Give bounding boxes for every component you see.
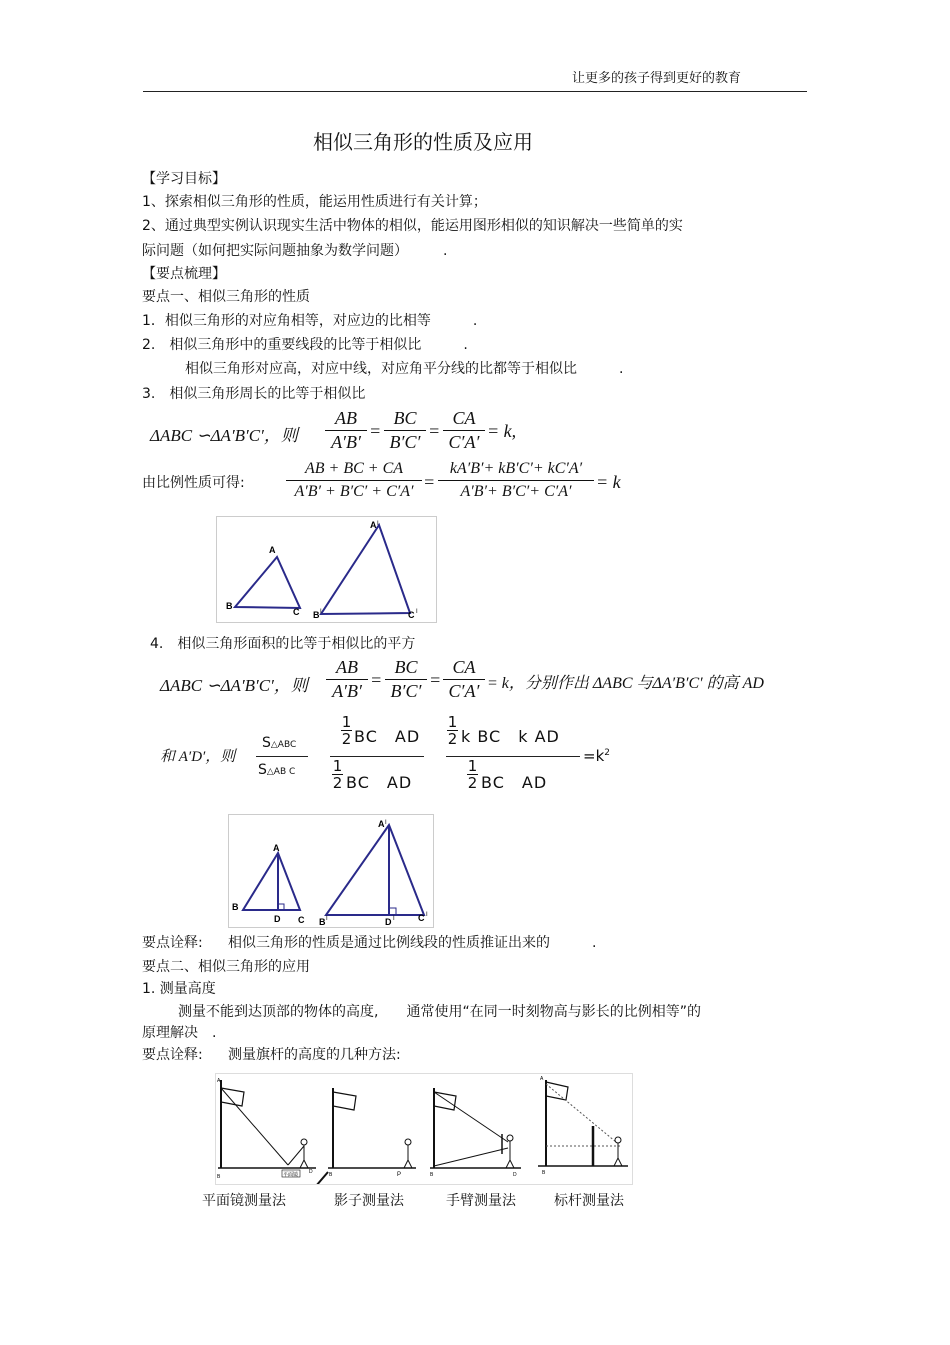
formula4-frac-ab [326,657,368,702]
ratio-den-2: A′B′+ B′C′+ C′A′ [460,483,572,500]
label-b1-prime-2: I [326,916,328,922]
label-c1-2: C [418,913,425,923]
label-c: C [293,607,300,617]
label-d-2: D [274,914,281,924]
label-a: A [269,545,276,555]
person-leg-3b [510,1160,514,1168]
point2-item-1: 1. 测量高度 [142,981,216,997]
label-b1-2: B [319,917,326,927]
label-c1-prime-2: I [426,912,428,918]
stake-method-panel [538,1076,628,1176]
label-b-2: B [232,902,239,912]
ratio-lead: 由比例性质可得: [142,475,245,491]
similar-triangles-figure [216,516,437,623]
formula4-bc-den: B′C′ [390,681,422,701]
point2-text-1: 测量不能到达顶部的物体的高度, 通常使用“在同一时刻物高与影长的比例相等”的 [178,1004,701,1020]
formula3-frac-bc [384,408,426,453]
note2-text: 测量旗杆的高度的几种方法: [228,1047,401,1063]
m1-pt-a: A [217,1078,221,1084]
sightline-4 [546,1084,616,1142]
person-leg-4b [618,1158,622,1166]
label-b1: B [313,610,320,620]
area-d1: BC AD [346,773,413,792]
area-n1: BC AD [354,727,421,746]
equals-3: = [423,472,436,492]
area-frac-bar-2 [446,756,580,757]
method-label-arm: 手臂测量法 [446,1193,516,1209]
triangle-a1b1c1-2 [326,825,424,915]
point2-text-2: 原理解决 . [142,1025,217,1041]
header-slogan: 让更多的孩子得到更好的教育 [572,71,742,86]
formula4-bc-num: BC [394,657,418,677]
label-a1-prime: I [377,521,379,527]
ratio-den-1: A′B′ + B′C′ + C′A′ [294,483,414,500]
point1-item-4: 4. 相似三角形面积的比等于相似比的平方 [150,636,416,652]
m2-pt-b: B [329,1172,333,1178]
formula3-bc-den: B′C′ [389,432,421,452]
area-frac-bar-0 [256,756,308,757]
formula4-lead: ΔABC ∽ΔA′B′C′，则 [160,676,308,695]
m3-pt-b: B [430,1172,434,1178]
equals-1: = [369,421,382,441]
person-head-4 [615,1137,621,1143]
point1-item-3: 3. 相似三角形周长的比等于相似比 [142,386,366,402]
formula3-frac-ca [443,408,485,453]
note2-label: 要点诠释: [142,1047,203,1063]
m3-pt-d: D [513,1172,517,1178]
area-n2: k BC k AD [461,727,560,746]
formula3-frac-ab [325,408,367,453]
header-rule [143,91,807,92]
goal-item-1: 1、探索相似三角形的性质，能运用性质进行有关计算； [142,194,487,210]
area-half-1: 1 2 [341,713,352,748]
person-leg-3a [506,1160,510,1168]
label-a1-2: A [378,819,385,829]
formula3-ab-den: A′B′ [331,432,361,452]
area-half-4: 1 2 [467,757,478,792]
altitude-triangles-figure [228,814,434,928]
flag-1 [221,1088,244,1106]
points-heading: 【要点梳理】 [142,266,226,282]
person-leg-1a [300,1160,304,1168]
measurement-methods-svg [216,1074,632,1184]
point1-item-2b: 相似三角形对应高，对应中线，对应角平分线的比都等于相似比 . [185,361,624,377]
equals-2: = [428,421,441,441]
area-frac-bar-1 [330,756,424,757]
goal-item-2b: 际问题（如何把实际问题抽象为数学问题） . [142,243,448,259]
m1-pt-d: D [309,1169,313,1175]
mirror-method-panel [217,1078,316,1180]
label-c-2: C [298,915,305,925]
formula4-frac-bc [385,657,427,702]
area-tail: $=k^2$ [583,747,610,765]
area-lead: 和 A′D′，则 [160,749,236,765]
person-leg-2b [408,1160,412,1168]
sightline-3b [434,1148,508,1166]
arm-method-panel [430,1088,521,1178]
sightline-1b [288,1146,304,1165]
formula3-ca-num: CA [452,408,476,428]
goal-item-2a: 2、通过典型实例认识现实生活中物体的相似，能运用图形相似的知识解决一些简单的实 [142,218,683,234]
formula3-bc-num: BC [393,408,417,428]
formula4-tail: = k，分别作出 ΔABC 与ΔA′B′C′ 的高 AD [487,675,764,692]
area-s2-sub: △AB C [266,767,296,777]
point2-title: 要点二、相似三角形的应用 [142,959,310,975]
formula3-lead: ΔABC ∽ΔA′B′C′，则 [150,426,298,445]
ratio-num-2: kA′B′+ kB′C′+ kC′A′ [449,460,583,477]
area-half-2: 1 2 [332,757,343,792]
ratio-tail: = k [596,472,621,492]
ratio-frac-2 [438,460,594,501]
equals-5: = [429,670,442,690]
sightline-1a [221,1088,288,1165]
person-head-3 [507,1135,513,1141]
area-s2-letter: S [258,762,267,778]
area-half-3: 1 2 [447,713,458,748]
ratio-num-1: AB + BC + CA [304,460,404,477]
formula4-ab-den: A′B′ [332,681,362,701]
label-d1-2: D [385,917,392,927]
person-leg-4a [614,1158,618,1166]
measurement-methods-figure [215,1073,633,1185]
point1-item-2: 2. 相似三角形中的重要线段的比等于相似比 . [142,337,468,353]
right-angle-d1 [389,908,396,915]
area-s2 [258,762,295,778]
formula4-ca-num: CA [452,657,476,677]
m4-pt-a: A [540,1076,544,1082]
mirror-tag: 平面镜 [283,1172,299,1178]
equals-4: = [370,670,383,690]
formula4-ab-num: AB [336,657,358,677]
triangle-abc-2 [243,853,300,910]
label-b1-prime: I [320,609,322,615]
m2-pt-p: P [397,1172,402,1178]
area-s1 [262,735,296,751]
person-head-2 [405,1139,411,1145]
method-label-stake: 标杆测量法 [554,1193,624,1209]
page-title: 相似三角形的性质及应用 [313,130,533,154]
formula3-tail: = k, [487,421,517,441]
label-b: B [226,601,233,611]
area-s1-letter: S [262,735,271,751]
triangle-abc [235,557,300,608]
method-label-shadow: 影子测量法 [334,1193,404,1209]
formula4-frac-ca [443,657,485,702]
label-c1: C [408,610,415,620]
formula3-ab-num: AB [335,408,357,428]
person-leg-1b [304,1160,308,1168]
sightline-3a [434,1092,508,1142]
point1-item-1: 1．相似三角形的对应角相等，对应边的比相等 . [142,313,478,329]
note1-label: 要点诠释: [142,935,203,951]
label-a1-prime-2: I [385,820,387,826]
point1-title: 要点一、相似三角形的性质 [142,289,310,305]
shadow-stroke [316,1172,328,1184]
note1-text: 相似三角形的性质是通过比例线段的性质推证出来的 . [228,935,597,951]
formula4-ca-den: C′A′ [448,681,480,701]
triangle-a1b1c1 [321,525,410,614]
flag-4 [546,1082,568,1100]
similar-triangles-svg [217,517,436,622]
label-a-2: A [273,843,280,853]
shadow-method-panel [316,1088,416,1184]
m1-pt-b: B [217,1174,221,1180]
person-leg-2a [404,1160,408,1168]
formula3-ca-den: C′A′ [448,432,480,452]
goals-heading: 【学习目标】 [142,171,226,187]
ratio-frac-1 [286,460,422,501]
label-c1-prime: I [416,609,418,615]
altitude-triangles-svg [229,815,433,927]
label-a1: A [370,520,377,530]
label-d1-prime-2: I [393,916,395,922]
m4-pt-b: B [542,1170,546,1176]
method-label-mirror: 平面镜测量法 [202,1193,286,1209]
person-head-1 [301,1139,307,1145]
flag-2 [333,1092,356,1110]
area-s1-sub: △ABC [270,740,297,750]
area-d2: BC AD [481,773,548,792]
